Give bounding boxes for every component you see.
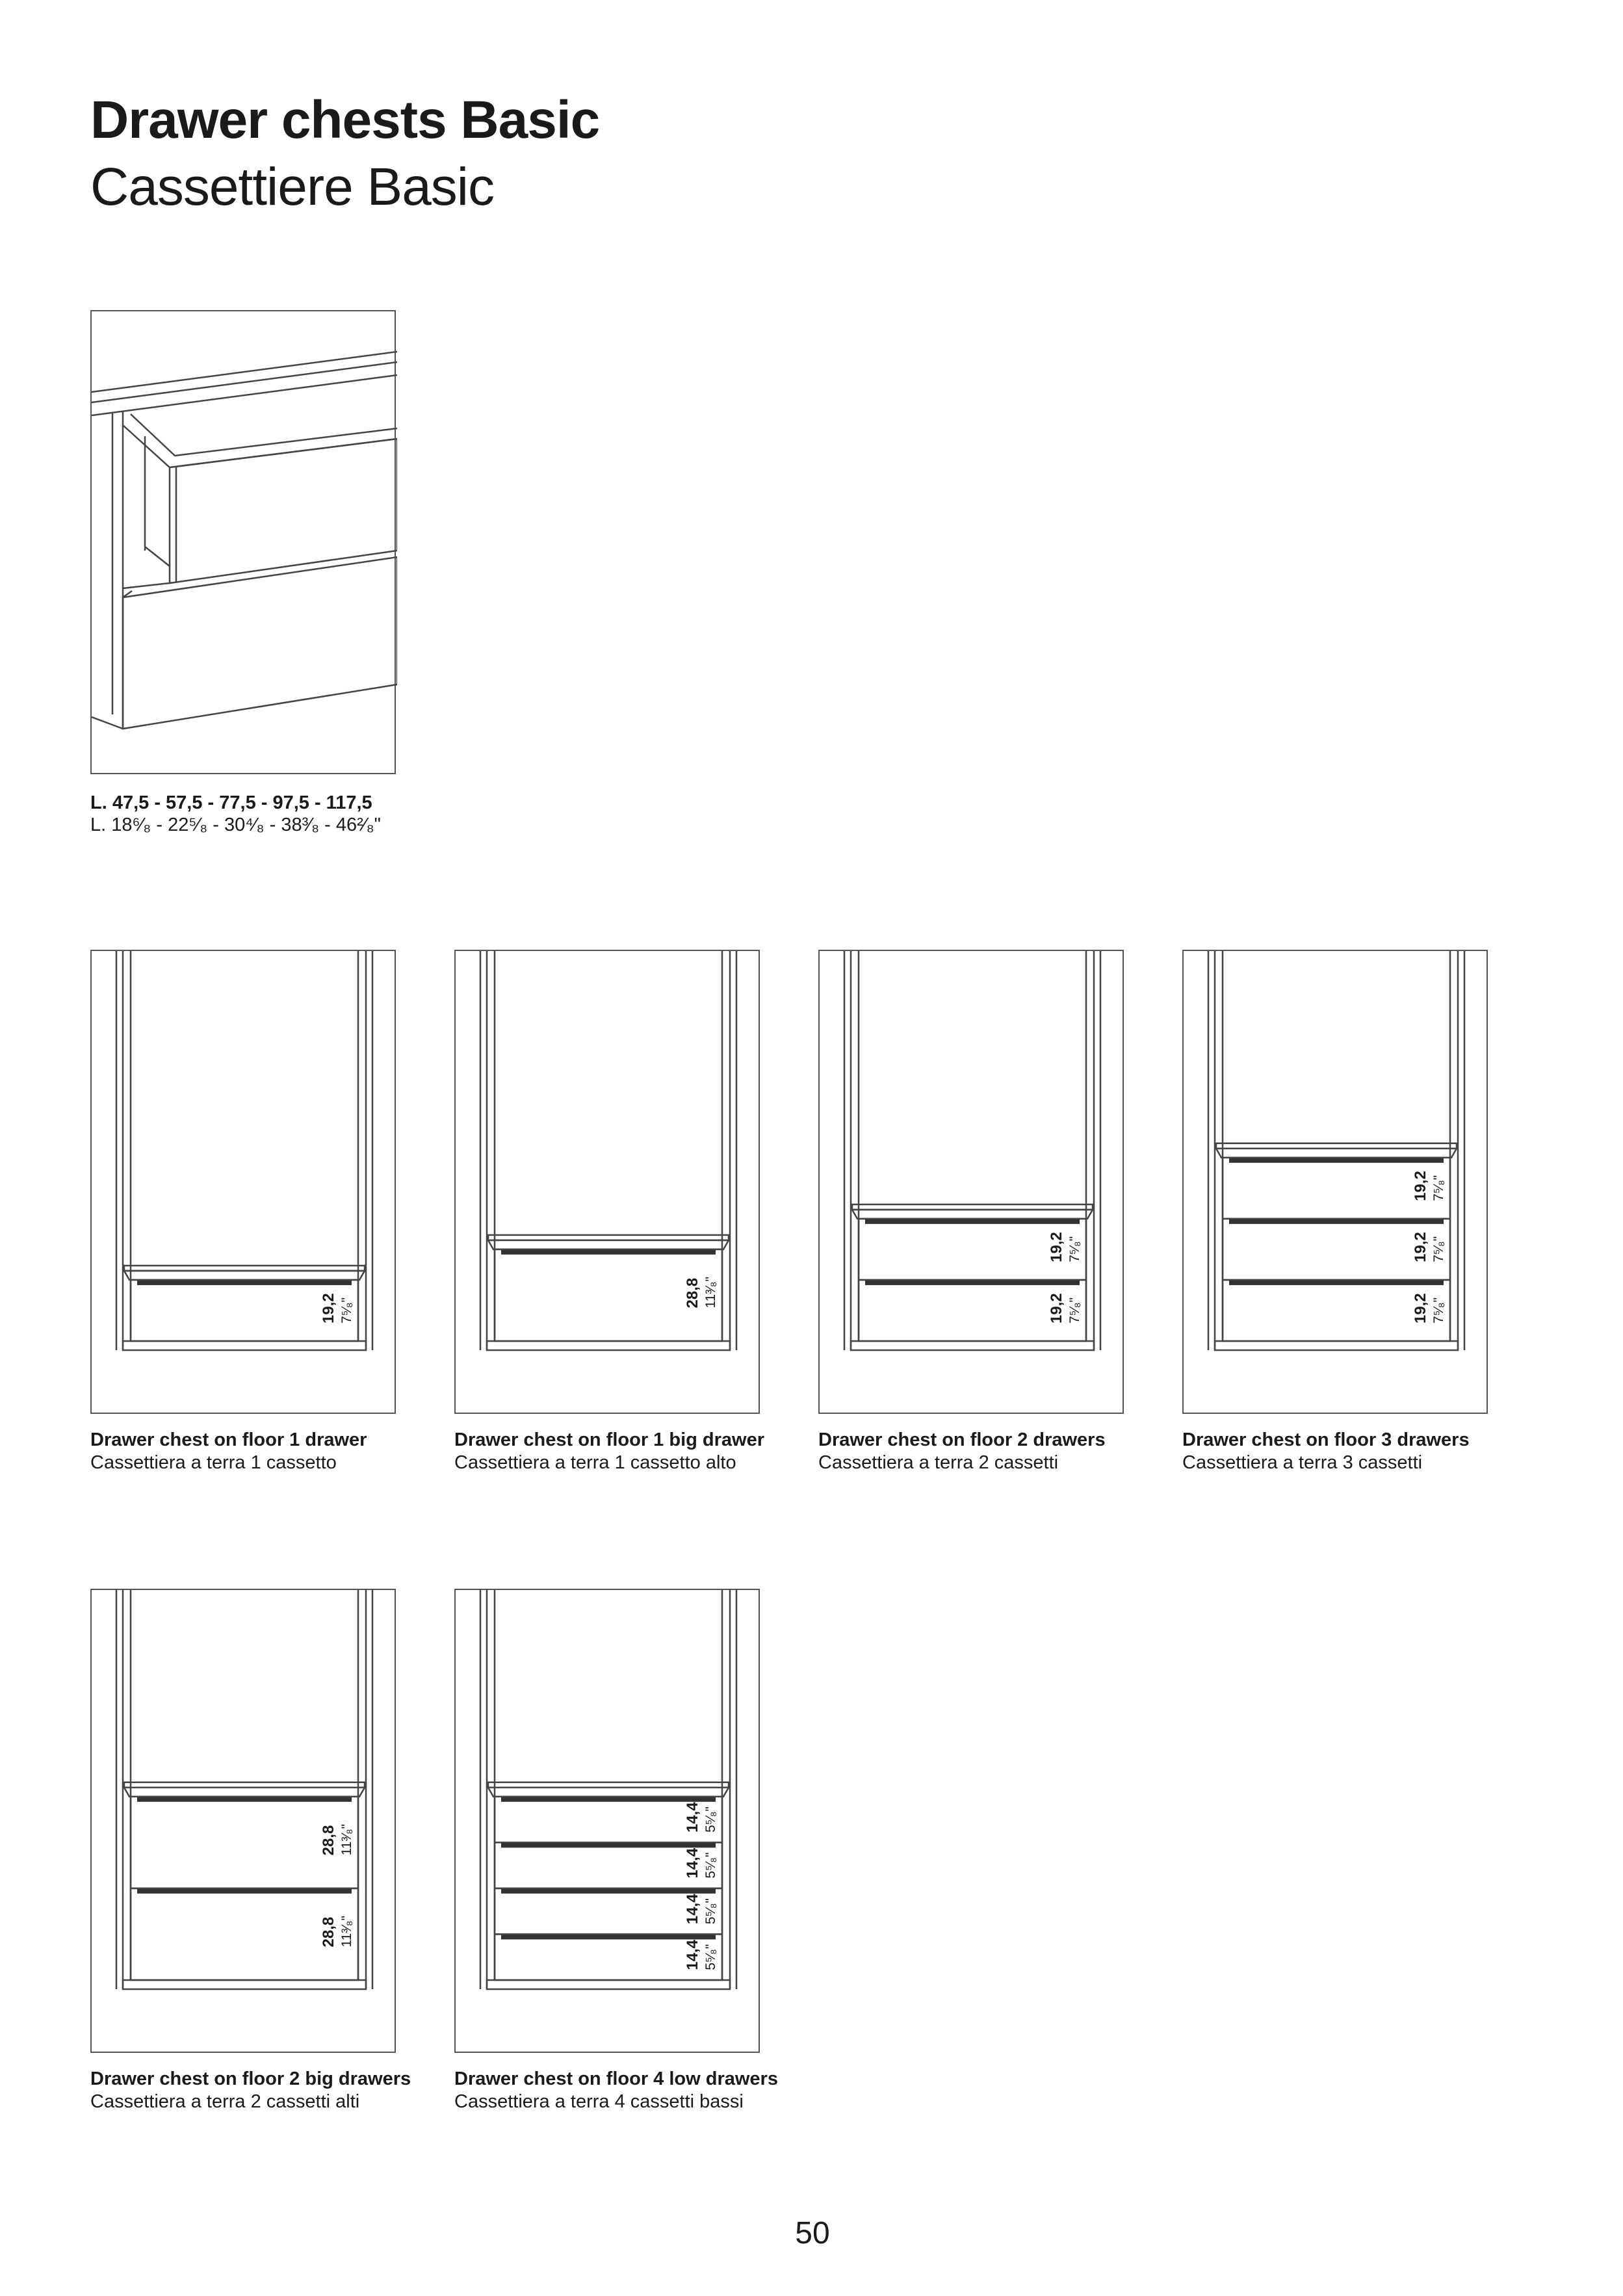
dimensions-in: L. 18⁶⁄₈ - 22⁵⁄₈ - 30⁴⁄₈ - 38³⁄₈ - 46²⁄₈"	[90, 815, 381, 835]
product-caption-2	[454, 1429, 818, 1474]
product-name-it: Cassettiera a terra 3 cassetti	[1182, 1452, 1423, 1473]
drawer-handle	[137, 1889, 352, 1894]
drawer-height-in: 7⁵⁄₈"	[1067, 1297, 1082, 1324]
page-number: 50	[795, 2216, 830, 2250]
product-card-4	[1182, 950, 1488, 1414]
drawer-height-cm: 14,4	[684, 1802, 701, 1833]
page-subtitle: Cassettiere Basic	[90, 157, 495, 216]
elevation-drawing	[820, 951, 1125, 1415]
drawer-handle	[501, 1797, 716, 1802]
drawer-height-in: 7⁵⁄₈"	[1431, 1236, 1446, 1262]
product-name-it: Cassettiera a terra 1 cassetto	[90, 1452, 337, 1473]
drawer-height-cm: 28,8	[320, 1916, 337, 1948]
drawer-height-cm: 19,2	[320, 1293, 337, 1324]
drawer-height-in: 5⁵⁄₈"	[703, 1806, 718, 1833]
drawer-height-in: 5⁵⁄₈"	[703, 1944, 718, 1970]
page-title: Drawer chests Basic	[90, 90, 600, 150]
drawer-height-in: 11³⁄₈"	[703, 1276, 718, 1309]
product-caption-1	[90, 1429, 454, 1474]
dimensions-cm: L. 47,5 - 57,5 - 77,5 - 97,5 - 117,5	[90, 792, 372, 813]
hero-illustration	[90, 310, 396, 774]
elevation-drawing	[1184, 951, 1489, 1415]
product-card-6	[454, 1589, 760, 2053]
product-name-it: Cassettiera a terra 2 cassetti	[818, 1452, 1059, 1473]
drawer-height-cm: 19,2	[1412, 1171, 1429, 1201]
drawer-perspective-drawing	[92, 311, 397, 776]
drawer-height-in: 7⁵⁄₈"	[339, 1297, 354, 1324]
product-caption-4	[1182, 1429, 1546, 1474]
drawer-height-in: 5⁵⁄₈"	[703, 1852, 718, 1879]
product-card-2	[454, 950, 760, 1414]
drawer-handle	[501, 1935, 716, 1939]
drawer-handle	[501, 1250, 716, 1255]
product-caption-6	[454, 2068, 818, 2113]
elevation-drawing	[456, 951, 761, 1415]
drawer-height-cm: 19,2	[1412, 1293, 1429, 1324]
product-name-it: Cassettiera a terra 2 cassetti alti	[90, 2091, 360, 2112]
drawer-height-cm: 14,4	[684, 1847, 701, 1879]
product-name-en: Drawer chest on floor 4 low drawers	[454, 2068, 778, 2089]
drawer-handle	[1229, 1158, 1444, 1163]
product-card-3	[818, 950, 1124, 1414]
product-name-en: Drawer chest on floor 1 big drawer	[454, 1429, 764, 1450]
elevation-drawing	[92, 951, 397, 1415]
elevation-drawing	[456, 1590, 761, 2054]
product-card-5	[90, 1589, 396, 2053]
drawer-handle	[501, 1843, 716, 1847]
drawer-handle	[865, 1281, 1080, 1285]
drawer-height-cm: 19,2	[1048, 1232, 1065, 1262]
drawer-handle	[1229, 1220, 1444, 1224]
drawer-handle	[1229, 1281, 1444, 1285]
drawer-height-cm: 28,8	[320, 1825, 337, 1856]
product-name-en: Drawer chest on floor 3 drawers	[1182, 1429, 1470, 1450]
product-name-en: Drawer chest on floor 2 big drawers	[90, 2068, 411, 2089]
hero-dimensions	[90, 792, 381, 836]
product-caption-3	[818, 1429, 1182, 1474]
product-caption-5	[90, 2068, 454, 2113]
elevation-drawing	[92, 1590, 397, 2054]
product-name-en: Drawer chest on floor 2 drawers	[818, 1429, 1106, 1450]
drawer-handle	[865, 1220, 1080, 1224]
drawer-height-cm: 28,8	[684, 1277, 701, 1309]
product-name-it: Cassettiera a terra 4 cassetti bassi	[454, 2091, 744, 2112]
drawer-height-cm: 19,2	[1412, 1232, 1429, 1262]
drawer-height-in: 11³⁄₈"	[339, 1915, 354, 1948]
product-name-en: Drawer chest on floor 1 drawer	[90, 1429, 367, 1450]
drawer-handle	[501, 1889, 716, 1894]
drawer-height-in: 7⁵⁄₈"	[1431, 1175, 1446, 1201]
drawer-handle	[137, 1797, 352, 1802]
drawer-height-cm: 19,2	[1048, 1293, 1065, 1324]
drawer-height-cm: 14,4	[684, 1894, 701, 1925]
product-card-1	[90, 950, 396, 1414]
drawer-height-in: 7⁵⁄₈"	[1431, 1297, 1446, 1324]
drawer-handle	[137, 1281, 352, 1285]
drawer-height-cm: 14,4	[684, 1940, 701, 1970]
drawer-height-in: 11³⁄₈"	[339, 1823, 354, 1856]
drawer-height-in: 7⁵⁄₈"	[1067, 1236, 1082, 1262]
product-name-it: Cassettiera a terra 1 cassetto alto	[454, 1452, 736, 1473]
drawer-height-in: 5⁵⁄₈"	[703, 1898, 718, 1925]
